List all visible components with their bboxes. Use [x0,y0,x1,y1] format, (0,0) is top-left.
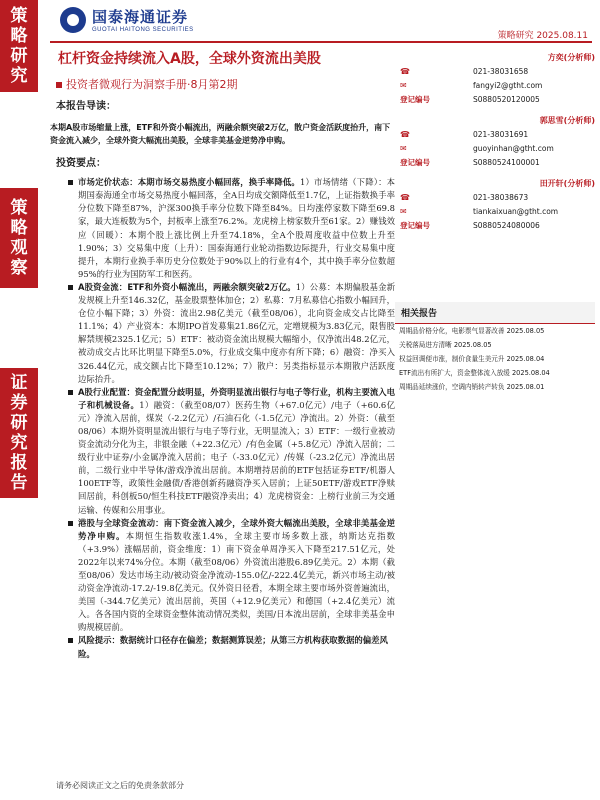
phone-icon: ☎ [400,67,410,76]
analyst-card [400,52,595,107]
sidebar-block-securities-report [0,368,38,498]
reg-label: 登记编号 [400,158,430,167]
sidebar-char: 察 [10,258,28,278]
reg-label: 登记编号 [400,95,430,104]
email-icon: ✉ [400,81,407,90]
risk-warning [50,634,395,660]
sidebar-char: 究 [10,433,28,453]
sidebar-char: 研 [10,413,28,433]
bullet-industry-allocation [50,386,395,517]
phone-icon: ☎ [400,193,410,202]
analyst-phone: 021-38031691 [473,130,529,139]
analyst-panel [400,52,595,241]
related-title: 相关报告 [395,302,595,324]
analyst-email[interactable]: tiankaixuan@gtht.com [473,207,559,216]
analyst-card [400,178,595,233]
bullet-lead: 市场定价状态：本期市场交易热度小幅回落，换手率降低。 [78,177,300,188]
guide-heading: 本报告导读： [56,101,116,112]
guide-text: 本期A股市场缩量上涨，ETF和外资小幅流出，两融余额突破2万亿，散户资金活跃度抬升，南下资金流入减少，全球外资大幅流出美股，全球非美基金逆势净申购。 [50,123,391,146]
square-bullet-icon [56,82,62,88]
related-item[interactable]: 权益回调便市涨，制价食量生美元升 2025.08.04 [399,355,545,363]
analyst-email[interactable]: guoyinhan@gtht.com [473,144,554,153]
analyst-phone: 021-38038673 [473,193,529,202]
sidebar-char: 报 [10,453,28,473]
related-item[interactable]: 周期品价格分化，电影票气显著改善 2025.08.05 [399,327,545,335]
risk-text: 风险提示：数据统计口径存在偏差；数据测算误差；从第三方机构获取数据的偏差风险。 [78,635,388,659]
header-divider [50,41,592,43]
header-category-date: 策略研究 2025.08.11 [497,31,588,41]
email-icon: ✉ [400,144,407,153]
main-content [50,100,395,661]
logo-cn: 国泰海通证券 [92,8,189,26]
bullet-lead: A股行业配置：资金配置分歧明显，外资明显流出银行与电子等行业，机构主要流入电子和机械设备。 [78,386,395,410]
analyst-reg: S0880520120005 [473,95,540,104]
analyst-phone: 021-38031658 [473,67,529,76]
phone-icon: ☎ [400,130,410,139]
related-item[interactable]: ETF流出有所扩大，资金整体流入放缓 2025.08.04 [399,369,550,377]
bullet-text: 1）市场情绪（下降）：本期国泰海通全市场交易热度小幅回落，全A日均成交额降低至1.7亿，上证指数换手率分位数下降至87%，沪深300换手率分位数下降至84%。日均涨停家数下降至69.8家，最大连板数为5个，封板率上涨至76.2%。龙虎榜上榜家数升至61家。2）赚钱效应（回暖）：本期个股上涨比例上升至74.18%，全A个股周度收益中位数上升至1.90%；3）交易集中度（上升）：国泰海通行业轮动指数边际提升，行业交易集中度提升，本期行业换手率历史分位数处于90%以上的行业有4个，其中换手率分位数超95%的行业为国防军工和医药。 [78,177,395,279]
analyst-email[interactable]: fangyi2@gtht.com [473,81,543,90]
related-item[interactable]: 周期品延续涨价，空调内销转产转负 2025.08.01 [399,383,545,391]
sidebar [0,0,38,800]
sidebar-char: 证 [10,373,28,393]
sidebar-char: 观 [10,238,28,258]
analyst-name: 郭思雪(分析师) [539,116,595,125]
points-heading: 投资要点： [56,158,106,170]
bullet-hk-global-flows [50,517,395,635]
analyst-reg: S0880524100001 [473,158,540,167]
analyst-name: 田开轩(分析师) [539,179,595,188]
sidebar-char: 策 [10,6,28,26]
footer-disclaimer: 请务必阅读正文之后的免责条款部分 [56,781,184,790]
sidebar-char: 究 [10,66,28,86]
sidebar-char: 略 [10,26,28,46]
bullet-text: 本期恒生指数收涨1.4%，全球主要市场多数上涨，纳斯达克指数（+3.9%）涨幅居前，资金维度：1）南下资金单周净买入下降至217.51亿元，处2022年以来74%分位。本期（截至08/06）外资流出港股6.89亿美元。2）本期（截至08/06）发达市场主动/被动资金净流动-155.0亿/-222.4亿美元，新兴市场主动/被动资金净流动-17.2/-19.8亿美元。仅外资日径看，本期全球主要市场外资普遍流出，美国（-344.7亿美元）流出居前，英国（+12.9亿美元）和德国（+2.4亿美元）流入。各各国内资的全球资金整体流动情况类似，美国/日本流出居前，全球非美基金申购规模居前。 [78,530,396,633]
bullet-a-share-flows [50,281,395,386]
bullet-text: 1）融资：（截至08/07）医药生物（+67.0亿元）/电子（+60.6亿元）净流入居前，煤炭（-2.2亿元）/石油石化（-1.5亿元）净流出。2）外资：（截至08/06）本期外资明显流出银行与电子等行业，无明显流入；3）ETF：一级行业被动资金流动分化为主，非银金融（+22.3亿元）/有色金属（+5.8亿元）净流入居前；二级行业中证券/小金属净流入居前；电子（-33.0亿元）/传媒（-23.2亿元）净流出居前，二级行业中半导体/游戏净流出居前。本期增持居前的ETF包括证券ETF/机器人100ETF等，政策性金融债/香港创新药融资净买入居前；上证50ETF/游戏ETF净赎回居前，科创板50/恒生科技ETF融资净卖出；4）龙虎榜资金：上榜行业前三为交通运输、传媒和公用事业。 [78,399,396,515]
bullet-text: 1）公募：本期偏股基金新发规模上升至146.32亿，基金股票整体加仓；2）私募：7月私募信心指数小幅回升，仓位小幅下降；3）外资：流出2.98亿美元（截至08/06），北向资金成交占比降至11.1%；4）产业资本：本期IPO首发募集21.86亿元，定增规模为3.83亿元，限售股解禁规模2325.1亿元；5）ETF：被动资金流出规模大幅缩小，仅净流出48.2亿元，被动成交占比环比明显下降至5.0%，行业成交集中度亦有所下降；6）融资：净买入326.44亿元，成交额占比下降至10.12%；7）散户：另类指标显示本期散户活跃度边际抬升。 [78,281,395,384]
sidebar-char: 告 [10,473,28,493]
sidebar-block-strategy-research [0,0,38,92]
bullet-market-pricing [50,176,395,281]
email-icon: ✉ [400,207,407,216]
logo-mark-icon [60,7,86,33]
bullet-lead: 港股与全球资金流动：南下资金流入减少，全球外资大幅流出美股，全球非美基金逆势净申购。 [78,517,395,541]
logo-en: GUOTAI HAITONG SECURITIES [92,27,194,33]
sidebar-char: 策 [10,198,28,218]
report-title: 杠杆资金持续流入A股，全球外资流出美股 [58,51,321,67]
related-item[interactable]: 关税落局进方清晰 2025.08.05 [399,341,492,349]
sidebar-block-strategy-observation [0,188,38,288]
related-reports [395,302,595,394]
subtitle-text: 投资者微观行为洞察手册·8月第2期 [66,78,238,91]
analyst-name: 方奕(分析师) [547,53,595,62]
analyst-card [400,115,595,170]
sidebar-char: 研 [10,46,28,66]
sidebar-char: 券 [10,393,28,413]
analyst-reg: S0880524080006 [473,221,540,230]
company-logo [60,6,194,33]
report-subtitle [56,76,238,92]
reg-label: 登记编号 [400,221,430,230]
sidebar-char: 略 [10,218,28,238]
bullet-lead: A股资金流：ETF和外资小幅流出，两融余额突破2万亿。 [78,281,296,292]
